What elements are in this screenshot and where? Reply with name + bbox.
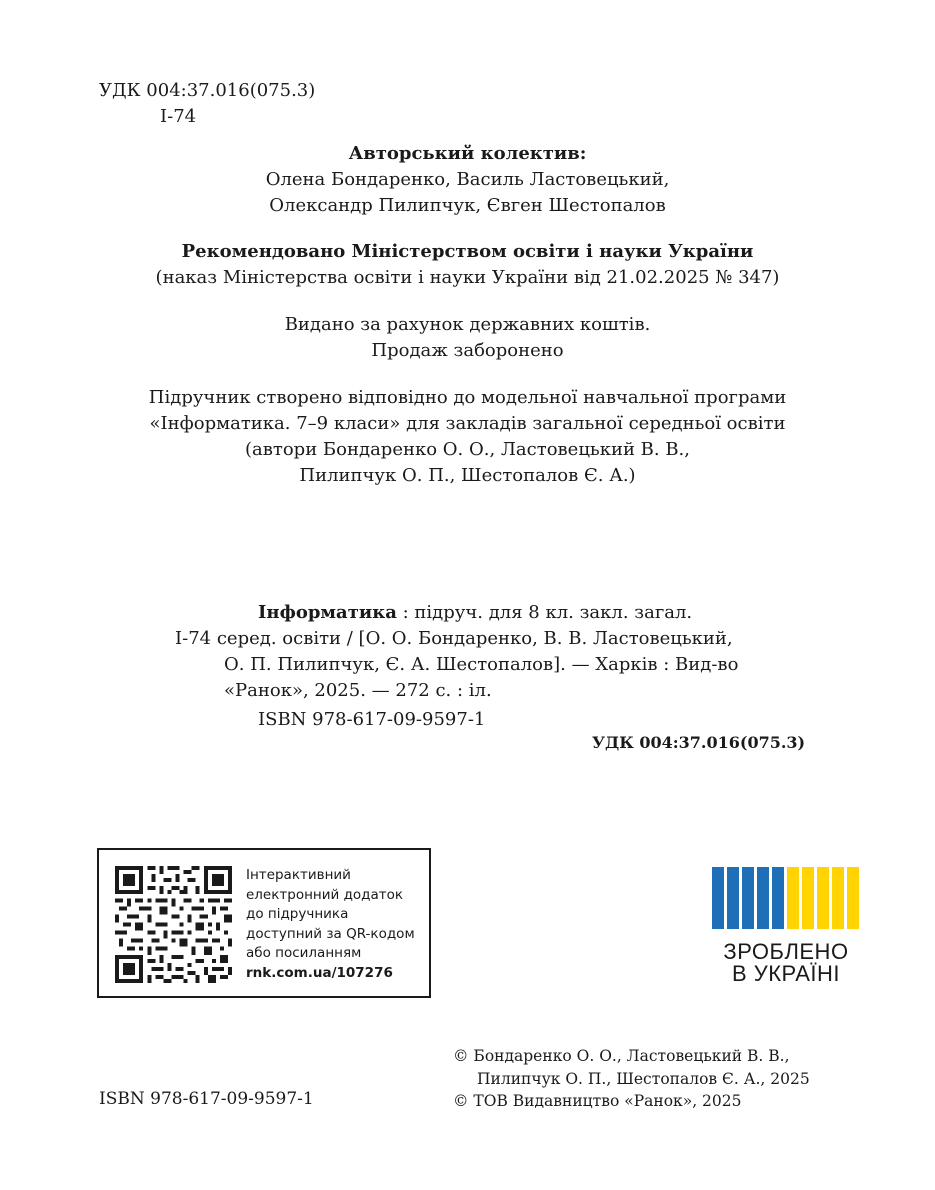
blue-bar: [742, 867, 754, 929]
yellow-bar: [847, 867, 859, 929]
catalog-line-3: О. П. Пилипчук, Є. А. Шестопалов]. — Харків : Вид-во: [224, 654, 739, 675]
catalog-line-2-rest: серед. освіти / [О. О. Бондаренко, В. В. Ластовецький,: [216, 628, 733, 649]
program-line-4: Пилипчук О. П., Шестопалов Є. А.): [299, 465, 636, 486]
blue-bar: [757, 867, 769, 929]
ua-logo-line-2: В УКРАЇНІ: [731, 961, 841, 986]
program-line-2: «Інформатика. 7–9 класи» для закладів загальної середньої освіти: [149, 413, 786, 434]
catalog-line-4: «Ранок», 2025. — 272 с. : іл.: [224, 680, 492, 701]
qr-text-line-1: Інтерактивний: [246, 867, 351, 883]
catalog-line-1: [258, 600, 692, 626]
blue-bar: [772, 867, 784, 929]
program-line-3: (автори Бондаренко О. О., Ластовецький В. В.,: [245, 439, 690, 460]
qr-link[interactable]: rnk.com.ua/107276: [246, 964, 393, 981]
catalog-line-1-rest: : підруч. для 8 кл. закл. загал.: [396, 602, 693, 623]
qr-text-line-5: або посиланням: [246, 945, 362, 961]
qr-text-line-3: до підручника: [246, 906, 349, 922]
catalog-udk: УДК 004:37.016(075.3): [592, 733, 806, 752]
funding-line-1: Видано за рахунок державних коштів.: [284, 314, 651, 335]
ua-logo-line-1: ЗРОБЛЕНО: [723, 939, 849, 964]
blue-bar: [712, 867, 724, 929]
qr-text-line-4: доступний за QR-кодом: [246, 925, 415, 942]
blue-bar: [727, 867, 739, 929]
qr-code-icon[interactable]: [115, 866, 232, 983]
program-line-1: Підручник створено відповідно до модельної навчальної програми: [148, 387, 787, 408]
catalog-line-2: [175, 626, 733, 652]
authors-line-2: Олександр Пилипчук, Євген Шестопалов: [269, 195, 666, 216]
copyright-authors-line-1: © Бондаренко О. О., Ластовецький В. В.,: [453, 1047, 790, 1065]
ua-logo-text: [712, 941, 860, 985]
footer-isbn: ISBN 978-617-09-9597-1: [99, 1089, 314, 1109]
authors-heading: Авторський колектив:: [348, 143, 587, 164]
yellow-bar: [832, 867, 844, 929]
catalog-index: І-74: [175, 628, 212, 649]
catalog-title: Інформатика: [258, 602, 397, 623]
recommendation-heading: Рекомендовано Міністерством освіти і науки України: [181, 241, 754, 262]
ua-flag-bars: [712, 867, 860, 929]
catalog-isbn: ISBN 978-617-09-9597-1: [258, 709, 486, 730]
udk-header: УДК 004:37.016(075.3): [99, 80, 316, 101]
qr-description: [246, 866, 415, 983]
qr-info-box: [97, 848, 431, 998]
copyright-publisher: © ТОВ Видавництво «Ранок», 2025: [453, 1092, 742, 1110]
made-in-ukraine-logo: [712, 867, 860, 985]
yellow-bar: [787, 867, 799, 929]
yellow-bar: [802, 867, 814, 929]
recommendation-order: (наказ Міністерства освіти і науки України від 21.02.2025 № 347): [155, 267, 780, 288]
yellow-bar: [817, 867, 829, 929]
catalog-index-header: І-74: [160, 106, 197, 127]
funding-line-2: Продаж заборонено: [371, 340, 564, 361]
authors-line-1: Олена Бондаренко, Василь Ластовецький,: [265, 169, 670, 190]
qr-text-line-2: електронний додаток: [246, 886, 404, 903]
copyright-authors-line-2: Пилипчук О. П., Шестопалов Є. А., 2025: [477, 1070, 810, 1088]
